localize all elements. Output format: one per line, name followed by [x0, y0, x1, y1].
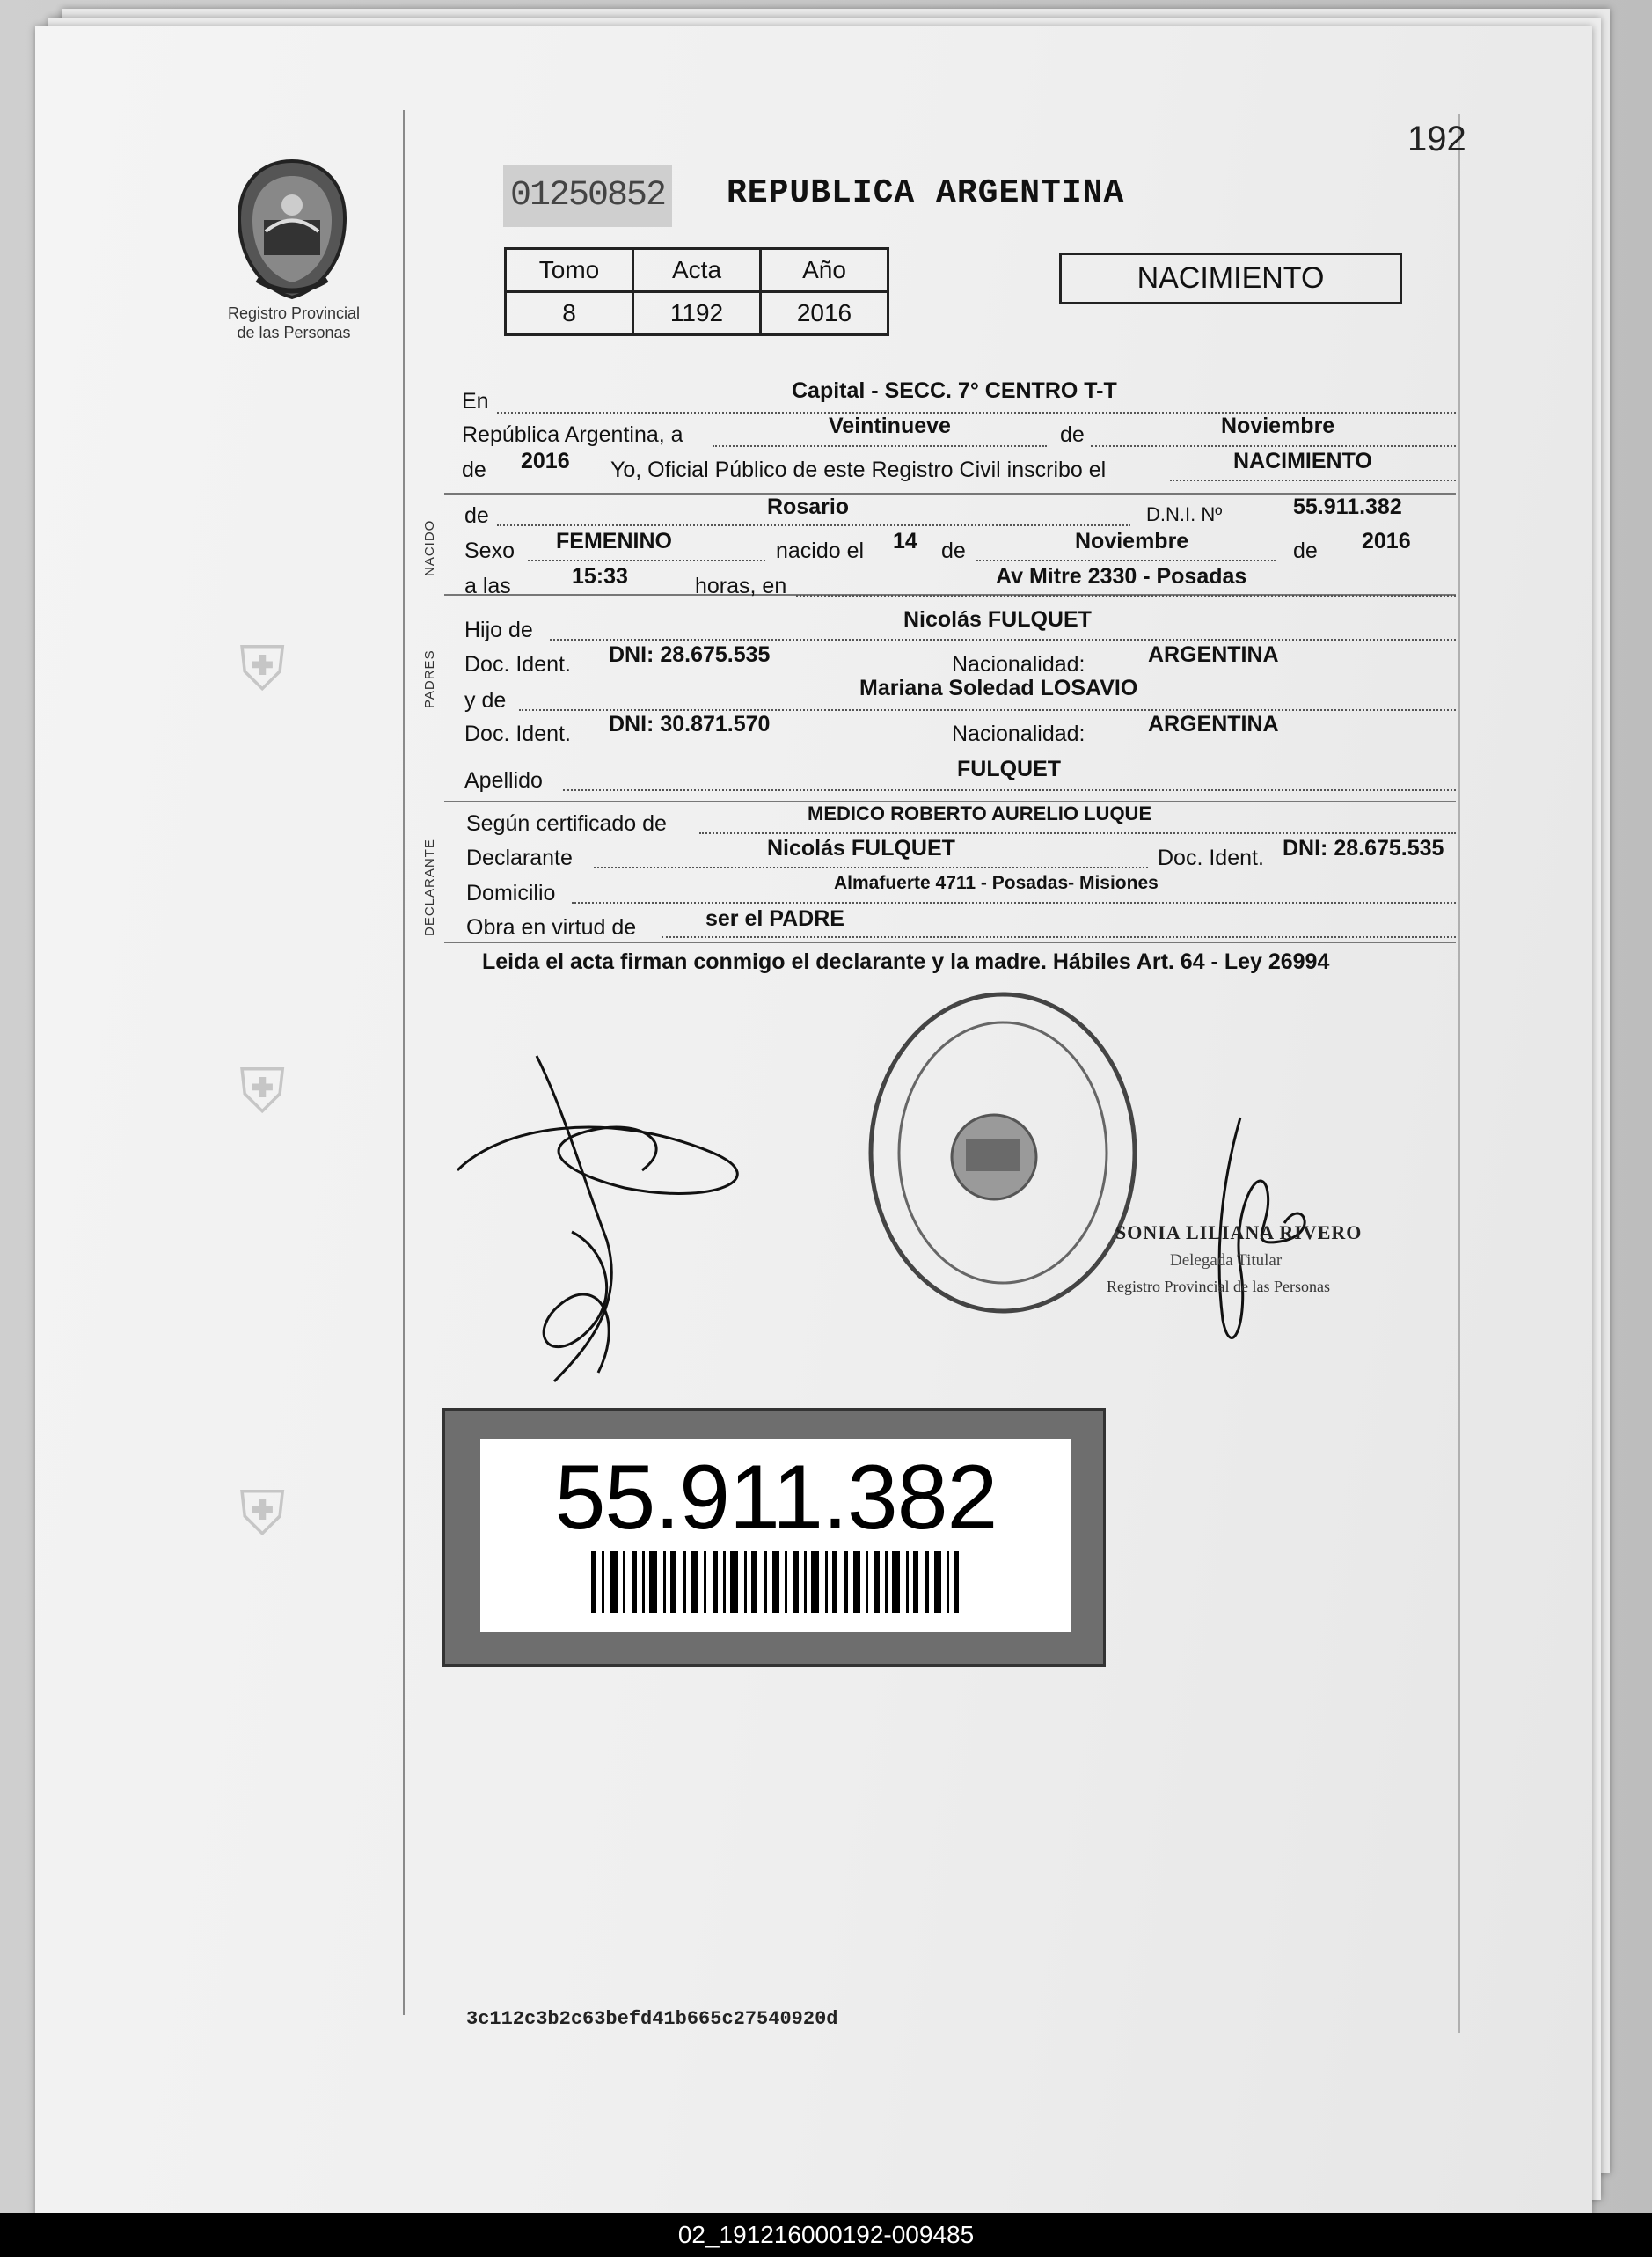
dotted-line — [699, 832, 1456, 834]
table-header: Año — [761, 249, 888, 292]
table-cell: 1192 — [633, 292, 761, 335]
surname-value: FULQUET — [957, 757, 1062, 781]
margin-rule — [403, 110, 405, 2015]
section-label-born: NACIDO — [422, 519, 437, 576]
table-header: Tomo — [506, 249, 633, 292]
label-apellido: Apellido — [464, 768, 543, 793]
mother-doc-value: DNI: 30.871.570 — [609, 712, 771, 736]
label-nacionalidad: Nacionalidad: — [952, 652, 1085, 677]
dotted-line — [1170, 480, 1456, 481]
year-value: 2016 — [521, 449, 570, 473]
dotted-line — [796, 595, 1456, 597]
official-role: Delegada Titular — [1170, 1251, 1283, 1270]
section-label-parents: PADRES — [422, 649, 437, 708]
closing-paragraph: Leida el acta firman conmigo el declarante y la madre. Hábiles Art. 64 - Ley 26994 — [482, 949, 1330, 974]
label-y-de: y de — [464, 688, 507, 713]
mother-value: Mariana Soledad LOSAVIO — [859, 676, 1138, 700]
dotted-line — [497, 524, 1130, 526]
label-obra: Obra en virtud de — [466, 915, 637, 940]
dotted-line — [528, 560, 765, 561]
registry-label: Registro Provincial de las Personas — [227, 304, 361, 341]
label-domicilio: Domicilio — [466, 881, 556, 905]
label-en: En — [462, 389, 489, 414]
label-de-year: de — [462, 458, 486, 482]
label-dni: D.N.I. Nº — [1146, 503, 1223, 525]
barcode-label — [442, 1408, 1106, 1667]
birth-month-value: Noviembre — [1075, 529, 1189, 553]
name-value: Rosario — [767, 495, 850, 519]
barcode-number: 55.911.382 — [554, 1447, 998, 1549]
official-org: Registro Provincial de las Personas — [1107, 1278, 1330, 1295]
father-doc-value: DNI: 28.675.535 — [609, 642, 771, 667]
declarant-doc-value: DNI: 28.675.535 — [1283, 836, 1444, 861]
label-doc-ident: Doc. Ident. — [1158, 846, 1264, 870]
dotted-line — [1091, 445, 1456, 447]
document-hash: 3c112c3b2c63befd41b665c27540920d — [466, 2008, 838, 2030]
dotted-line — [976, 560, 1276, 561]
page-number: 192 — [1407, 120, 1466, 158]
dotted-line — [594, 867, 1148, 868]
father-nat-value: ARGENTINA — [1148, 642, 1279, 667]
faded-crest-icon: ⛨ — [239, 634, 286, 703]
label-nacido-el: nacido el — [776, 539, 865, 563]
faded-crest-icon: ⛨ — [239, 1479, 286, 1548]
declarant-value: Nicolás FULQUET — [767, 836, 955, 861]
label-hijo-de: Hijo de — [464, 618, 533, 642]
table-cell: 8 — [506, 292, 633, 335]
dotted-line — [519, 709, 1456, 711]
address-value: Almafuerte 4711 - Posadas- Misiones — [834, 873, 1159, 893]
province-crest-icon — [230, 157, 354, 302]
official-name: SONIA LILIANA RIVERO — [1115, 1221, 1363, 1243]
label-doc-ident: Doc. Ident. — [464, 652, 571, 677]
dni-value: 55.911.382 — [1293, 495, 1402, 519]
declarant-signature — [449, 1038, 783, 1408]
country-heading: REPUBLICA ARGENTINA — [727, 174, 1125, 212]
dotted-line — [662, 936, 1456, 938]
label-horas-en: horas, en — [695, 574, 787, 598]
volume-table — [504, 247, 889, 336]
birth-time-value: 15:33 — [572, 564, 628, 589]
label-declarante: Declarante — [466, 846, 573, 870]
label-republica: República Argentina, a — [462, 422, 683, 447]
label-yo-oficial: Yo, Oficial Público de este Registro Civil inscribo el — [610, 458, 1107, 482]
label-de-name: de — [464, 503, 489, 528]
dotted-line — [572, 902, 1456, 904]
by-virtue-value: ser el PADRE — [705, 906, 844, 931]
label-doc-ident: Doc. Ident. — [464, 722, 571, 746]
label-de: de — [1060, 422, 1085, 447]
place-value: Capital - SECC. 7° CENTRO T-T — [792, 378, 1117, 403]
certificate-value: MEDICO ROBERTO AURELIO LUQUE — [808, 802, 1152, 824]
month-value: Noviembre — [1221, 414, 1335, 438]
birth-year-value: 2016 — [1362, 529, 1411, 553]
sex-value: FEMENINO — [556, 529, 672, 553]
record-type-box: NACIMIENTO — [1059, 253, 1402, 304]
serial-number: 01250852 — [503, 165, 672, 227]
mother-nat-value: ARGENTINA — [1148, 712, 1279, 736]
label-de-day: de — [941, 539, 966, 563]
act-value: NACIMIENTO — [1233, 449, 1372, 473]
table-cell: 2016 — [761, 292, 888, 335]
birth-day-value: 14 — [893, 529, 917, 553]
dotted-line — [563, 789, 1456, 791]
official-stamp — [862, 986, 1144, 1320]
birth-place-value: Av Mitre 2330 - Posadas — [996, 564, 1247, 589]
father-value: Nicolás FULQUET — [903, 607, 1092, 632]
dotted-line — [713, 445, 1047, 447]
label-sexo: Sexo — [464, 539, 515, 563]
footer-id: 02_191216000192-009485 — [0, 2213, 1652, 2257]
table-header: Acta — [633, 249, 761, 292]
faded-crest-icon: ⛨ — [239, 1057, 286, 1125]
barcode-inner — [480, 1439, 1071, 1632]
dotted-line — [550, 639, 1456, 641]
right-rule — [1458, 114, 1460, 2033]
label-nacionalidad: Nacionalidad: — [952, 722, 1085, 746]
label-de-month: de — [1293, 539, 1318, 563]
barcode-bars — [591, 1551, 961, 1613]
day-text-value: Veintinueve — [829, 414, 951, 438]
section-divider — [444, 942, 1456, 943]
section-label-declarant: DECLARANTE — [422, 839, 437, 936]
label-a-las: a las — [464, 574, 511, 598]
label-segun: Según certificado de — [466, 811, 667, 836]
